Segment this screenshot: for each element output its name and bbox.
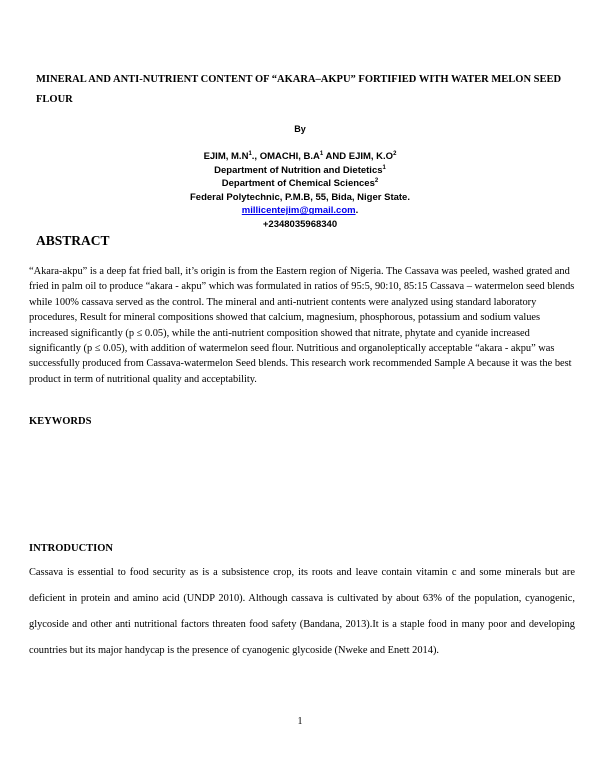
paper-title: MINERAL AND ANTI-NUTRIENT CONTENT OF “AKARA–AKPU” FORTIFIED WITH WATER MELON SEED FLOUR — [36, 74, 562, 105]
author-names — [150, 150, 450, 164]
affiliation-1 — [150, 164, 450, 178]
institution: Federal Polytechnic, P.M.B, 55, Bida, Niger State. — [190, 191, 410, 203]
affiliation-2-mark: 2 — [374, 178, 379, 185]
author-2-affil: 1 — [319, 151, 324, 157]
abstract-text: “Akara-akpu” is a deep fat fried ball, it’s origin is from the Eastern region of Nigeria. The Cassava was peeled, washed grated and fried in palm oil to produce “akara - akpu” which was formulated in ratios of 95:5, 90:10, 85:15 Cassava – watermelon seed blends while 100% cassava served as the control. The mineral and anti-nutrient contents were analyzed using standard laboratory procedures, Result for mineral compositions showed that calcium, magnesium, phosphorous, potassium and sodium values increased significantly (p ≤ 0.05), while the anti-nutrient composition showed that nitrate, phytate and cyanide increased significantly (p ≤ 0.05), with addition of watermelon seed flour. Nutritious and organoleptically acceptable “akara - akpu” was successfully produced from Cassava-watermelon Seed blends. This research work recommended Sample A because it was the best product in term of nutritional quality and acceptability. — [29, 266, 575, 385]
email-link[interactable]: millicentejim@gmail.com — [241, 205, 356, 217]
email-line — [150, 204, 450, 218]
author-block — [150, 150, 450, 232]
abstract-heading: ABSTRACT — [36, 233, 110, 248]
author-3-affil: 2 — [393, 151, 397, 157]
affiliation-1-text: Department of Nutrition and Dietetics — [214, 164, 383, 176]
email-suffix: . — [355, 205, 359, 217]
introduction-text: Cassava is essential to food security as is a subsistence crop, its roots and leave contain vitamin c and some minerals but are deficient in protein and amino acid (UNDP 2010). Although cassava is cultivated by about 63% of the population, cyanogenic, glycoside and other anti nutritional factors threaten food safety (Bandana, 2013).It is a staple food in many poor and developing countries but its major handycap is the presence of cyanogenic glycoside (Nweke and Enett 2014). — [29, 567, 575, 656]
author-2: ., OMACHI, B.A — [251, 151, 320, 162]
keywords-heading: KEYWORDS — [29, 416, 92, 427]
author-3: AND EJIM, K.O — [323, 151, 394, 162]
author-1: EJIM, M.N — [203, 151, 249, 162]
author-1-affil: 1 — [248, 151, 252, 157]
by-line: By — [294, 124, 306, 134]
affiliation-2-text: Department of Chemical Sciences — [221, 178, 375, 190]
affiliation-2 — [150, 177, 450, 191]
introduction-heading: INTRODUCTION — [29, 543, 114, 554]
phone: +2348035968340 — [262, 218, 338, 230]
page-number: 1 — [297, 716, 303, 727]
affiliation-1-mark: 1 — [382, 164, 386, 171]
